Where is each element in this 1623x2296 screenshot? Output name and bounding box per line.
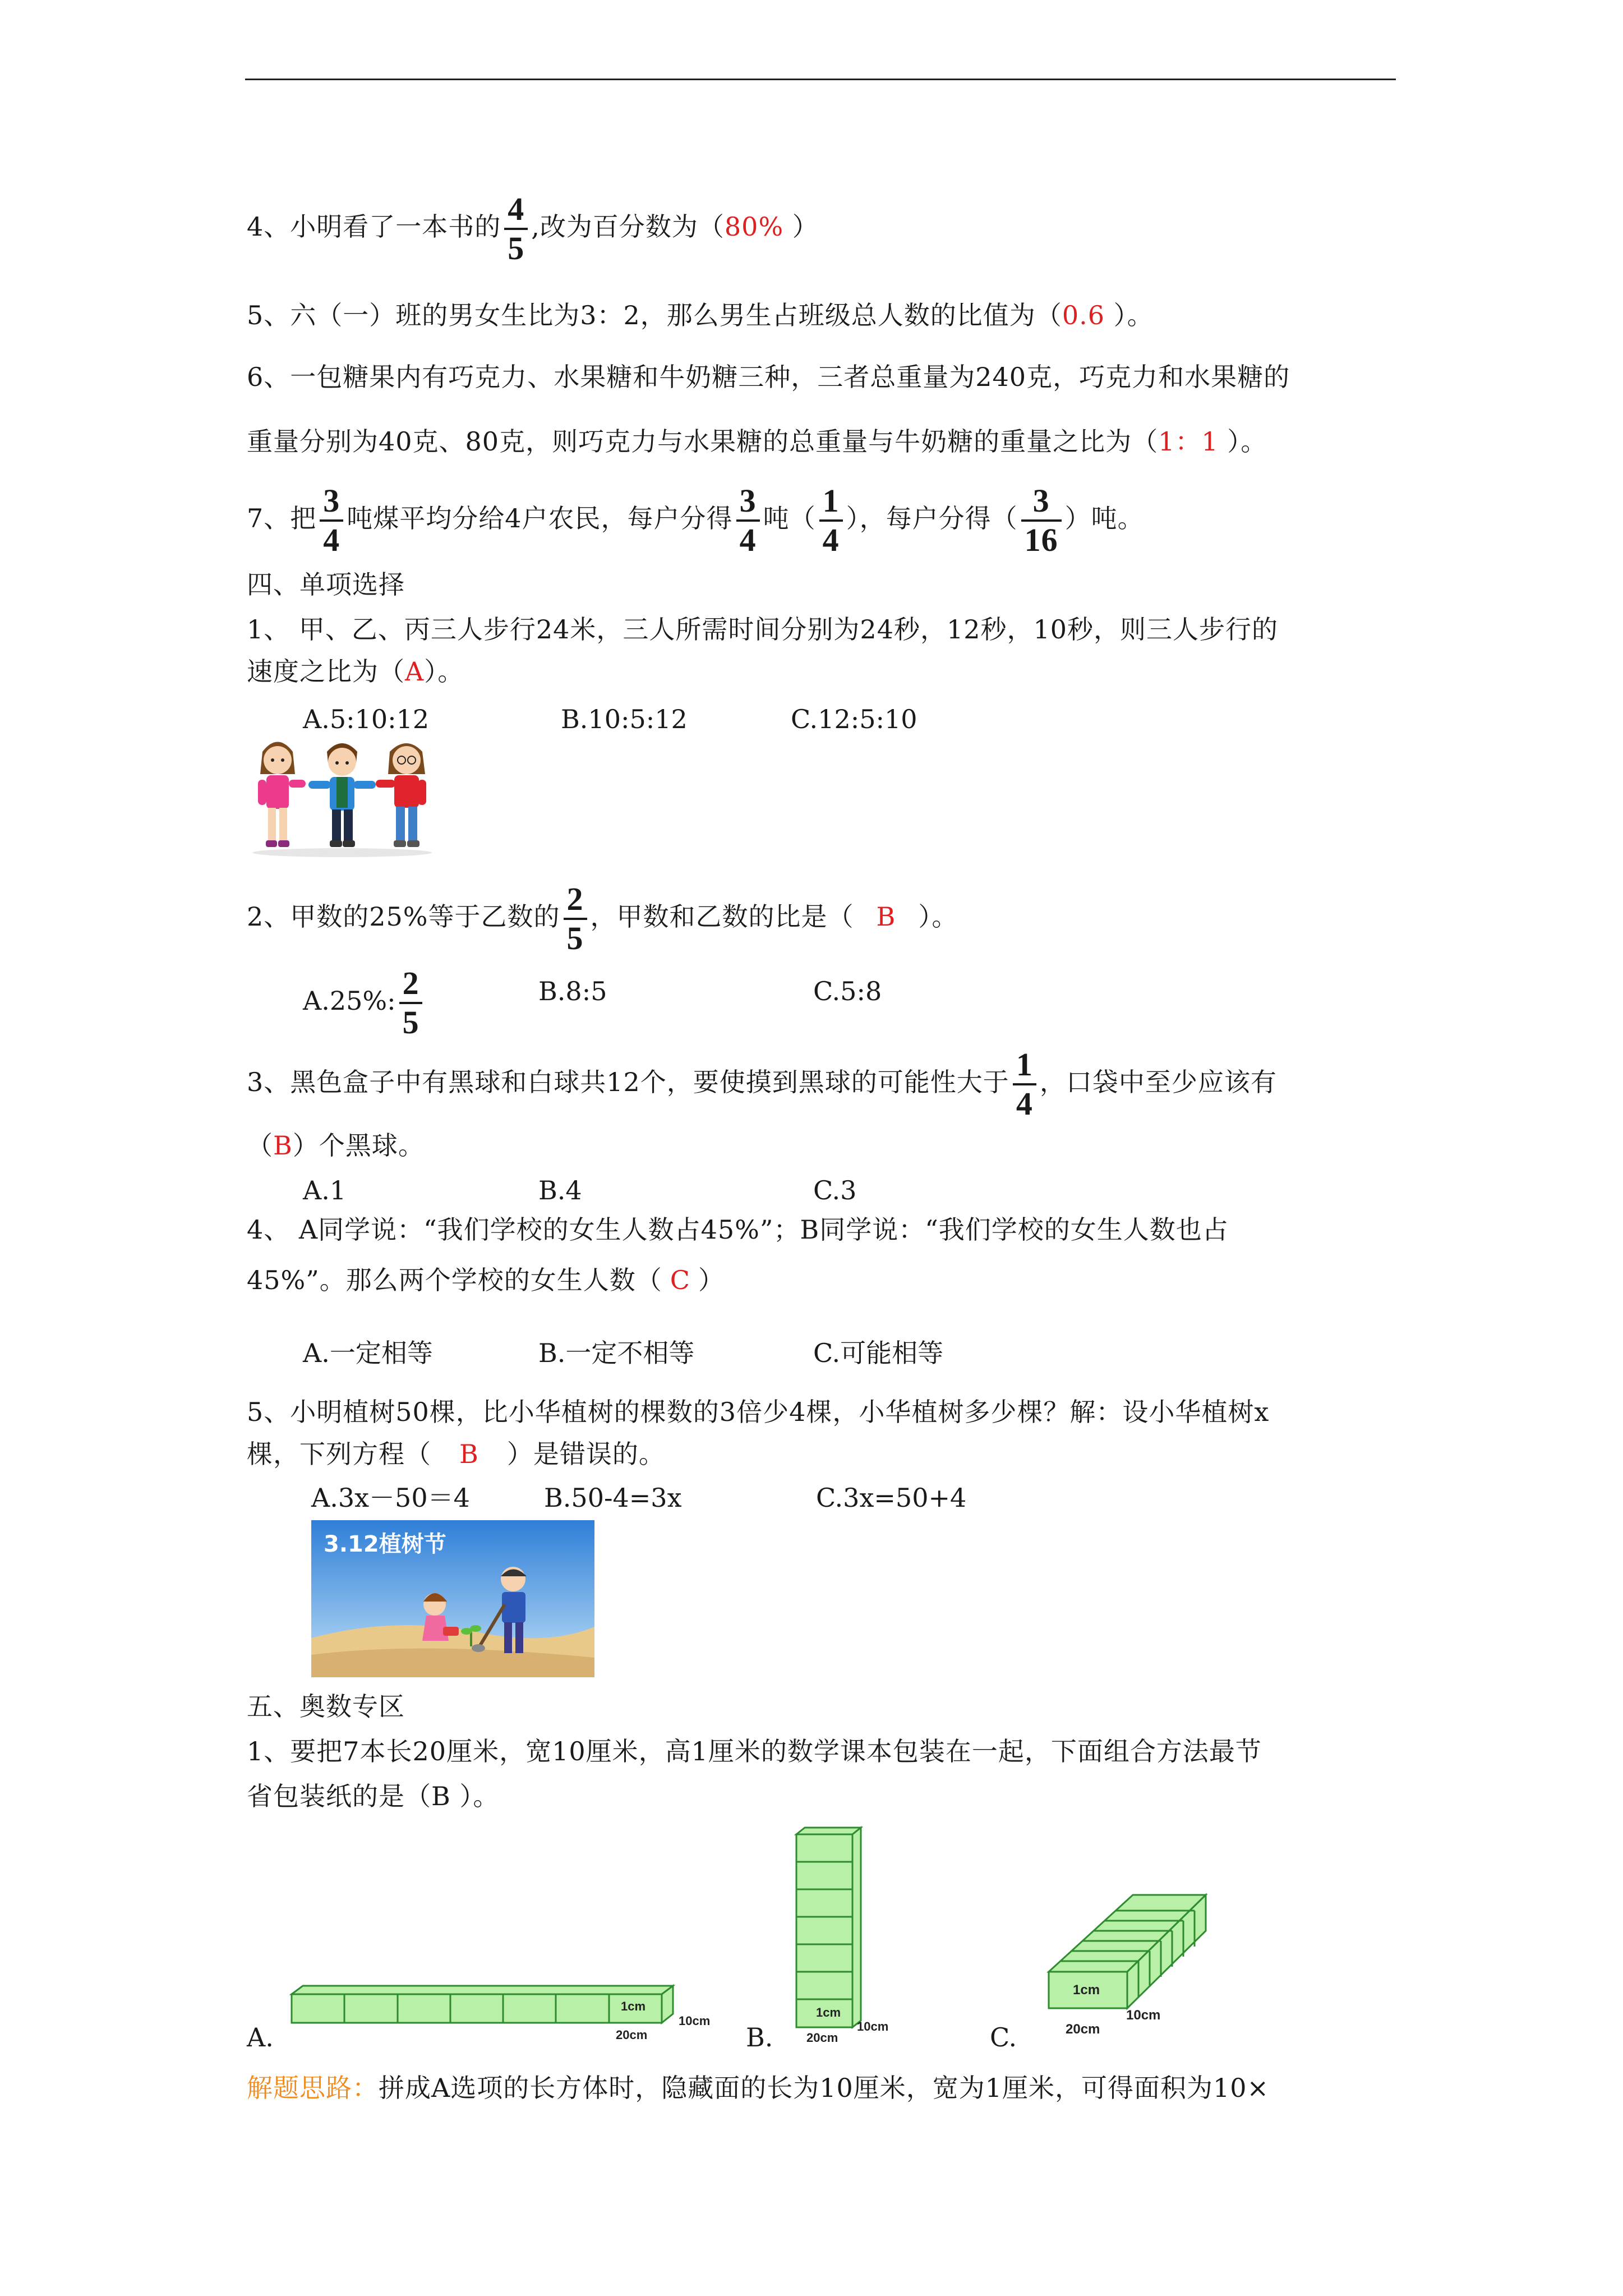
box-a-width-label: 10cm [679, 2014, 711, 2028]
q4: 4、小明看了一本书的 $\frac{4}{5}$ ,改为百分数为（80% ） [247, 191, 819, 266]
box-option-c-label: C. [990, 2022, 1017, 2053]
q6-line1: 6、一包糖果内有巧克力、水果糖和牛奶糖三种，三者总重量为240克，巧克力和水果糖的 [247, 362, 1290, 392]
q6-line2: 重量分别为40克、80克，则巧克力与水果糖的总重量与牛奶糖的重量之比为（1：1 ）。 [247, 426, 1267, 457]
s4q1-answer: A [405, 656, 425, 687]
s4q3-option-c: C.3 [813, 1175, 857, 1205]
s4q4-answer: C [670, 1265, 690, 1295]
q5: 5、六（一）班的男女生比为3：2，那么男生占班级总人数的比值为（0.6 ）。 [247, 300, 1154, 330]
s4q5-answer: B [459, 1439, 479, 1469]
q4-text: 4、小明看了一本书的 [247, 211, 501, 242]
q7-frac1: $\frac{3}{4}$ [320, 482, 343, 559]
box-b-width-label: 10cm [857, 2019, 889, 2033]
tree-banner-text: 3.12植树节 [324, 1531, 446, 1557]
s4q4-option-b: B.一定不相等 [538, 1338, 695, 1368]
s4q5-line1: 5、小明植树50棵，比小华植树的棵数的3倍少4棵，小华植树多少棵？解：设小华植树x [247, 1397, 1270, 1427]
s4q3-option-a: A.1 [303, 1175, 347, 1205]
s4q2-option-c: C.5:8 [813, 976, 882, 1006]
s4q4-option-c: C.可能相等 [813, 1338, 944, 1368]
three-kids-illustration [247, 735, 437, 858]
box-a-height-label: 1cm [621, 1999, 646, 2013]
s4q4-line2: 45%”。那么两个学校的女生人数（ C ） [247, 1265, 725, 1295]
tree-planting-picture [311, 1520, 594, 1677]
s4q5-option-c: C.3x=50+4 [816, 1483, 967, 1513]
s4q1-option-c: C.12:5:10 [791, 704, 917, 734]
s4q1-option-b: B.10:5:12 [561, 704, 688, 734]
section4-title: 四、单项选择 [247, 569, 405, 600]
s5q1-line1: 1、要把7本长20厘米，宽10厘米，高1厘米的数学课本包装在一起，下面组合方法最节 [247, 1736, 1262, 1766]
s4q5-line2: 棵，下列方程（ B ）是错误的。 [247, 1439, 665, 1469]
box-option-a [292, 1986, 673, 2023]
q4-answer: 80% [724, 211, 784, 242]
section5-title: 五、奥数专区 [247, 1691, 405, 1722]
q4-fraction: $\frac{4}{5}$ [504, 191, 528, 267]
header-rule [245, 79, 1396, 80]
s4q1-line2: 速度之比为（A）。 [247, 656, 464, 687]
s4q1-line1: 1、 甲、乙、丙三人步行24米，三人所需时间分别为24秒，12秒，10秒，则三人步行的 [247, 614, 1279, 645]
s4q2: 2、甲数的25%等于乙数的 $\frac{2}{5}$ ，甲数和乙数的比是（ B ）。 [247, 881, 958, 956]
q5-answer: 0.6 [1062, 300, 1105, 330]
box-option-b [796, 1828, 861, 2027]
box-option-a-label: A. [247, 2022, 274, 2053]
q7: 7、把 $\frac{3}{4}$ 吨煤平均分给4户农民，每户分得 $\frac{3}{4}$ 吨（ $\frac{1}{4}$ ），每户分得（ $\frac{3}{16}$ ）吨。 [247, 482, 1144, 558]
s4q5-option-a: A.3x－50＝4 [311, 1483, 470, 1513]
s4q3-line1: 3、黑色盒子中有黑球和白球共12个，要使摸到黑球的可能性大于 $\frac{1}{4}$ ，口袋中至少应该有 [247, 1046, 1277, 1122]
s4q3-fraction: $\frac{1}{4}$ [1013, 1046, 1036, 1122]
s4q3-option-b: B.4 [538, 1175, 582, 1205]
box-b-height-label: 1cm [816, 2005, 841, 2019]
s4q2-option-a: A.25%: $\frac{2}{5}$ [303, 965, 426, 1041]
box-option-c [1049, 1895, 1206, 2008]
s4q2-fraction: $\frac{2}{5}$ [564, 881, 587, 957]
q7-frac2: $\frac{3}{4}$ [736, 482, 760, 559]
q6-answer: 1：1 [1158, 426, 1219, 457]
box-a-length-label: 20cm [616, 2028, 648, 2042]
q7-frac4: $\frac{3}{16}$ [1021, 482, 1062, 559]
s4q3-answer: B [273, 1130, 293, 1161]
s4q2-option-a-fraction: $\frac{2}{5}$ [399, 965, 422, 1041]
solution-label: 解题思路： [247, 2073, 379, 2103]
solution [247, 2070, 1269, 2106]
s5q1-line2: 省包装纸的是（B ）。 [247, 1781, 500, 1811]
s4q4-option-a: A.一定相等 [303, 1338, 433, 1368]
box-c-width-label: 10cm [1126, 2008, 1161, 2023]
s4q4-line1: 4、 A同学说：“我们学校的女生人数占45%”；B同学说：“我们学校的女生人数也占 [247, 1214, 1229, 1245]
s4q3-line2: （B）个黑球。 [247, 1130, 425, 1161]
s4q5-option-b: B.50-4=3x [544, 1483, 682, 1513]
q7-frac3: $\frac{1}{4}$ [819, 482, 843, 559]
box-arrangements-figure [241, 1823, 1228, 2059]
solution-text: 拼成A选项的长方体时，隐藏面的长为10厘米，宽为1厘米，可得面积为10× [379, 2073, 1270, 2103]
s4q2-answer: B [876, 901, 896, 932]
box-b-length-label: 20cm [806, 2031, 838, 2045]
box-c-length-label: 20cm [1066, 2022, 1100, 2037]
box-c-height-label: 1cm [1073, 1982, 1100, 1998]
s4q1-option-a: A.5:10:12 [303, 704, 430, 734]
s4q2-option-b: B.8:5 [538, 976, 607, 1006]
box-option-b-label: B. [746, 2022, 773, 2053]
